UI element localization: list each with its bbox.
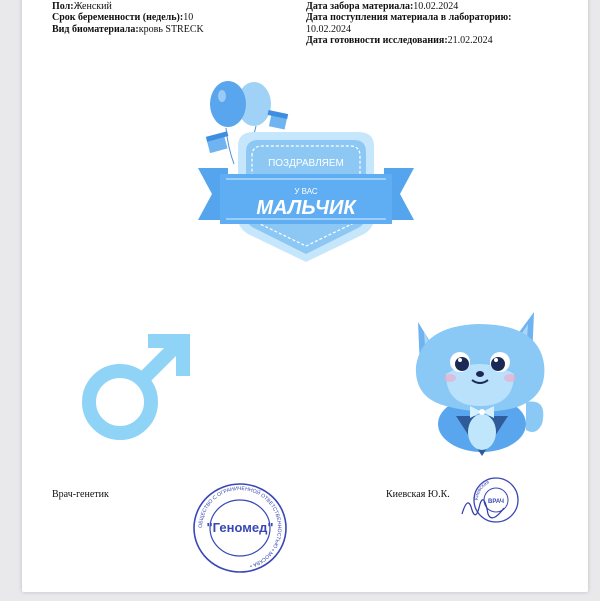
arrival-date-row: Дата поступления материала в лабораторию: 10.02.2024 — [306, 12, 512, 35]
badge-main-text: МАЛЬЧИК — [256, 197, 356, 219]
biomaterial-row: Вид биоматериала:кровь STRECK — [52, 23, 204, 35]
badge-mid-text: У ВАС — [294, 187, 318, 196]
cat-mascot-icon — [410, 306, 550, 456]
study-info — [306, 0, 536, 47]
collection-date-row: Дата забора материала:10.02.2024 — [306, 0, 459, 12]
doctor-name: Киевская Ю.К. — [386, 489, 450, 500]
stamp-ring-text: ОБЩЕСТВО С ОГРАНИЧЕННОЙ ОТВЕТСТВЕННОСТЬЮ • МОСКВА • — [197, 485, 283, 569]
small-stamp-center-text: ВРАЧ — [488, 499, 504, 505]
doctor-signature-stamp — [458, 474, 526, 528]
stamp-center-text: "Геномед" — [206, 520, 274, 535]
male-symbol-icon — [78, 332, 194, 448]
badge-top-text: ПОЗДРАВЛЯЕМ — [268, 158, 344, 169]
sex-row: Пол:Женский — [52, 0, 112, 12]
patient-info — [52, 0, 204, 35]
company-stamp — [190, 482, 290, 574]
ready-date-row: Дата готовности исследования:21.02.2024 — [306, 35, 493, 46]
term-row: Срок беременности (недель):10 — [52, 12, 194, 23]
small-stamp-ring-text: Киевская — [473, 479, 491, 501]
doctor-label: Врач-генетик — [52, 489, 109, 500]
report-sheet — [22, 0, 588, 592]
congrats-badge — [198, 78, 414, 274]
